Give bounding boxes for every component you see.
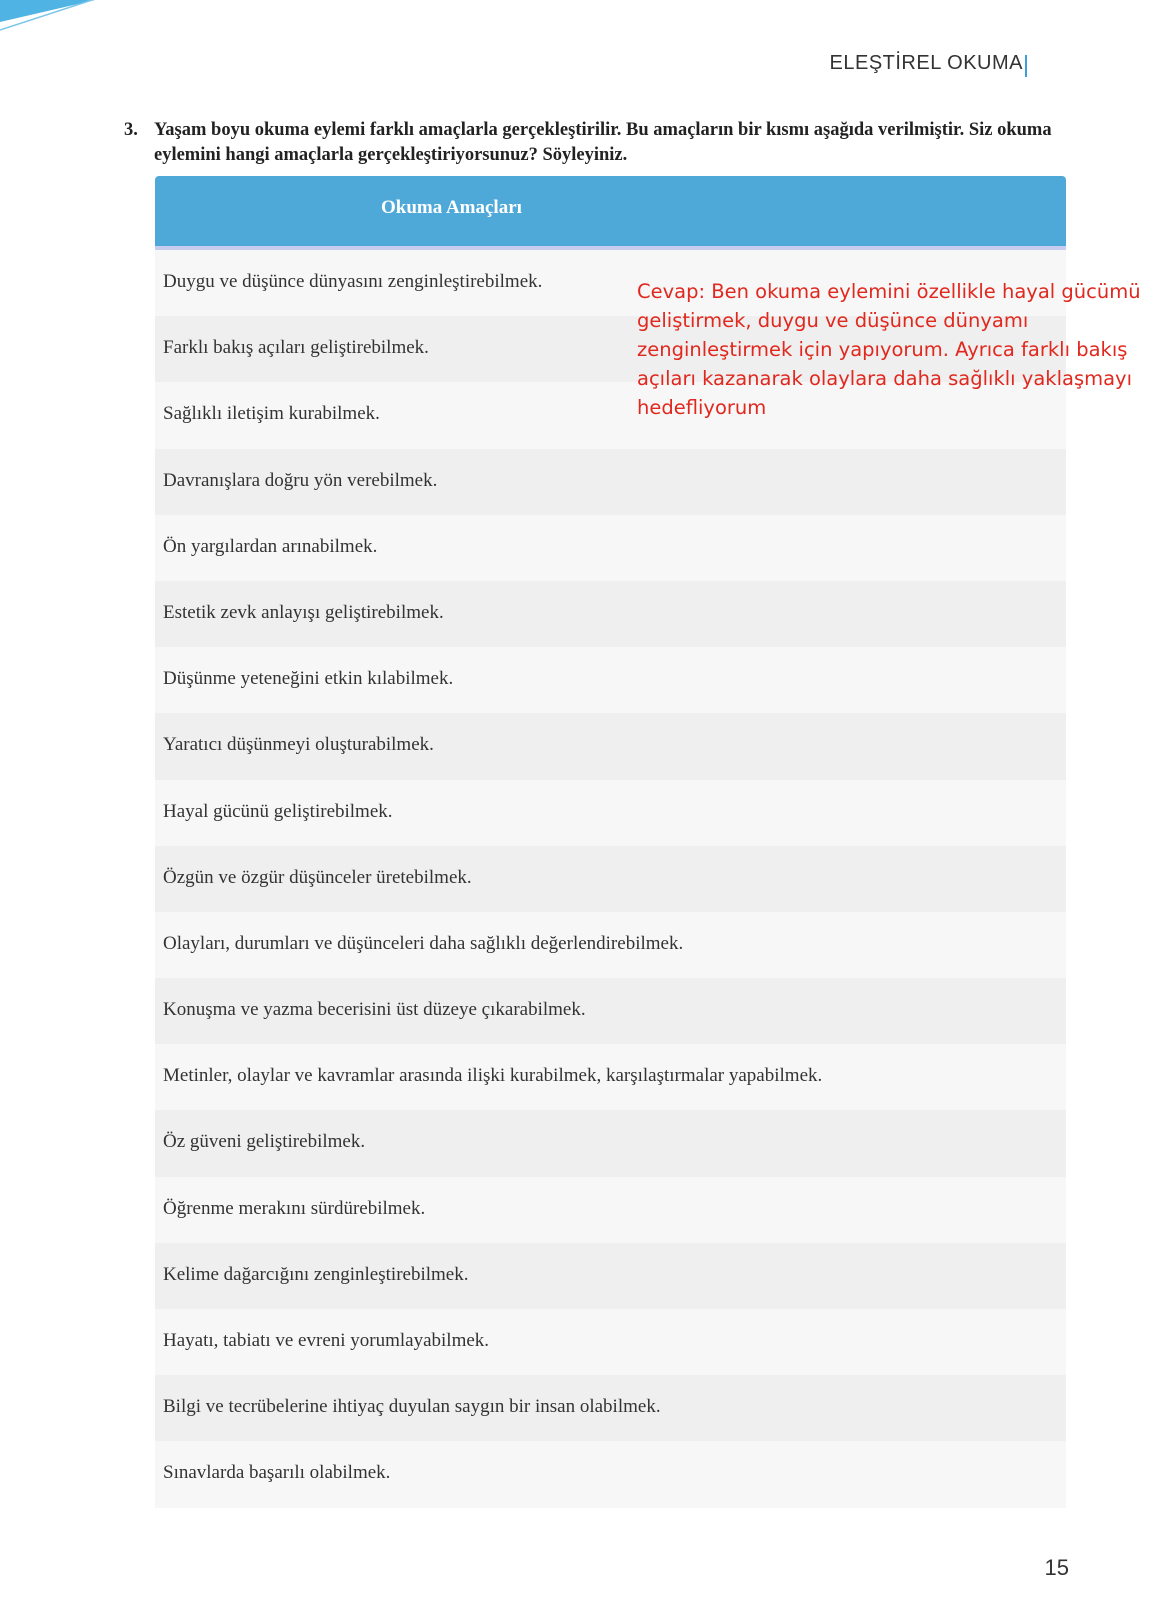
table-row-text: Öğrenme merakını sürdürebilmek. [163, 1197, 426, 1219]
table-row [155, 647, 1066, 713]
question-number: 3. [124, 120, 138, 140]
table-body [155, 250, 1066, 1508]
table-row [155, 1375, 1066, 1441]
table-row [155, 581, 1066, 647]
page-number: 15 [1044, 1555, 1069, 1580]
table-row-text: Sınavlarda başarılı olabilmek. [163, 1462, 391, 1484]
table-header [155, 176, 1066, 250]
question-text: Yaşam boyu okuma eylemi farklı amaçlarla gerçekleştirilir. Bu amaçların bir kısmı aşağıda verilmiştir. Siz okuma eylemini hangi amaçlarla gerçekleştiriyorsunuz? Söyleyiniz. [154, 120, 1052, 165]
table-row-text: Sağlıklı iletişim kurabilmek. [163, 403, 380, 425]
table-row-text: Farklı bakış açıları geliştirebilmek. [163, 337, 429, 359]
table-header-label: Okuma Amaçları [381, 197, 522, 218]
table-row-text: Ön yargılardan arınabilmek. [163, 535, 378, 557]
table-row [155, 1110, 1066, 1176]
table-row-text: Yaratıcı düşünmeyi oluşturabilmek. [163, 734, 434, 756]
table-row-text: Kelime dağarcığını zenginleştirebilmek. [163, 1263, 469, 1285]
table-row [155, 1309, 1066, 1375]
table-row [155, 1441, 1066, 1507]
table-row-text: Duygu ve düşünce dünyasını zenginleştirebilmek. [163, 271, 543, 292]
table-row [155, 846, 1066, 912]
table-row-text: Hayal gücünü geliştirebilmek. [163, 800, 393, 822]
table-row [155, 1243, 1066, 1309]
running-title: ELEŞTİREL OKUMA [829, 52, 1023, 74]
table-row-text: Hayatı, tabiatı ve evreni yorumlayabilmek. [163, 1330, 490, 1351]
table-row-text: Estetik zevk anlayışı geliştirebilmek. [163, 601, 444, 623]
table-row-text: Özgün ve özgür düşünceler üretebilmek. [163, 866, 472, 888]
table-row-text: Olayları, durumları ve düşünceleri daha sağlıklı değerlendirebilmek. [163, 932, 684, 954]
table-row-text: Düşünme yeteneğini etkin kılabilmek. [163, 668, 454, 690]
table-row-text: Davranışlara doğru yön verebilmek. [163, 469, 438, 491]
table-row [155, 449, 1066, 515]
table-row [155, 1044, 1066, 1110]
title-divider [1025, 55, 1027, 77]
table-row-text: Bilgi ve tecrübelerine ihtiyaç duyulan saygın bir insan olabilmek. [163, 1396, 661, 1418]
answer-text: Cevap: Ben okuma eylemini özellikle hayal gücümü geliştirmek, duygu ve düşünce dünyamı zenginleştirmek için yapıyorum. Ayrıca farklı bakış açıları kazanarak olaylara daha sağlıklı yaklaşmayı hedefliyorum [637, 280, 1141, 419]
corner-decoration [0, 0, 120, 40]
table-row [155, 1177, 1066, 1243]
table-row-text: Konuşma ve yazma becerisini üst düzeye çıkarabilmek. [163, 999, 586, 1021]
table-row-text: Öz güveni geliştirebilmek. [163, 1131, 366, 1153]
table-row [155, 912, 1066, 978]
table-row [155, 978, 1066, 1044]
table-row [155, 515, 1066, 581]
table-row-text: Metinler, olaylar ve kavramlar arasında ilişki kurabilmek, karşılaştırmalar yapabilmek. [163, 1065, 823, 1087]
table-row [155, 713, 1066, 779]
table-row [155, 780, 1066, 846]
